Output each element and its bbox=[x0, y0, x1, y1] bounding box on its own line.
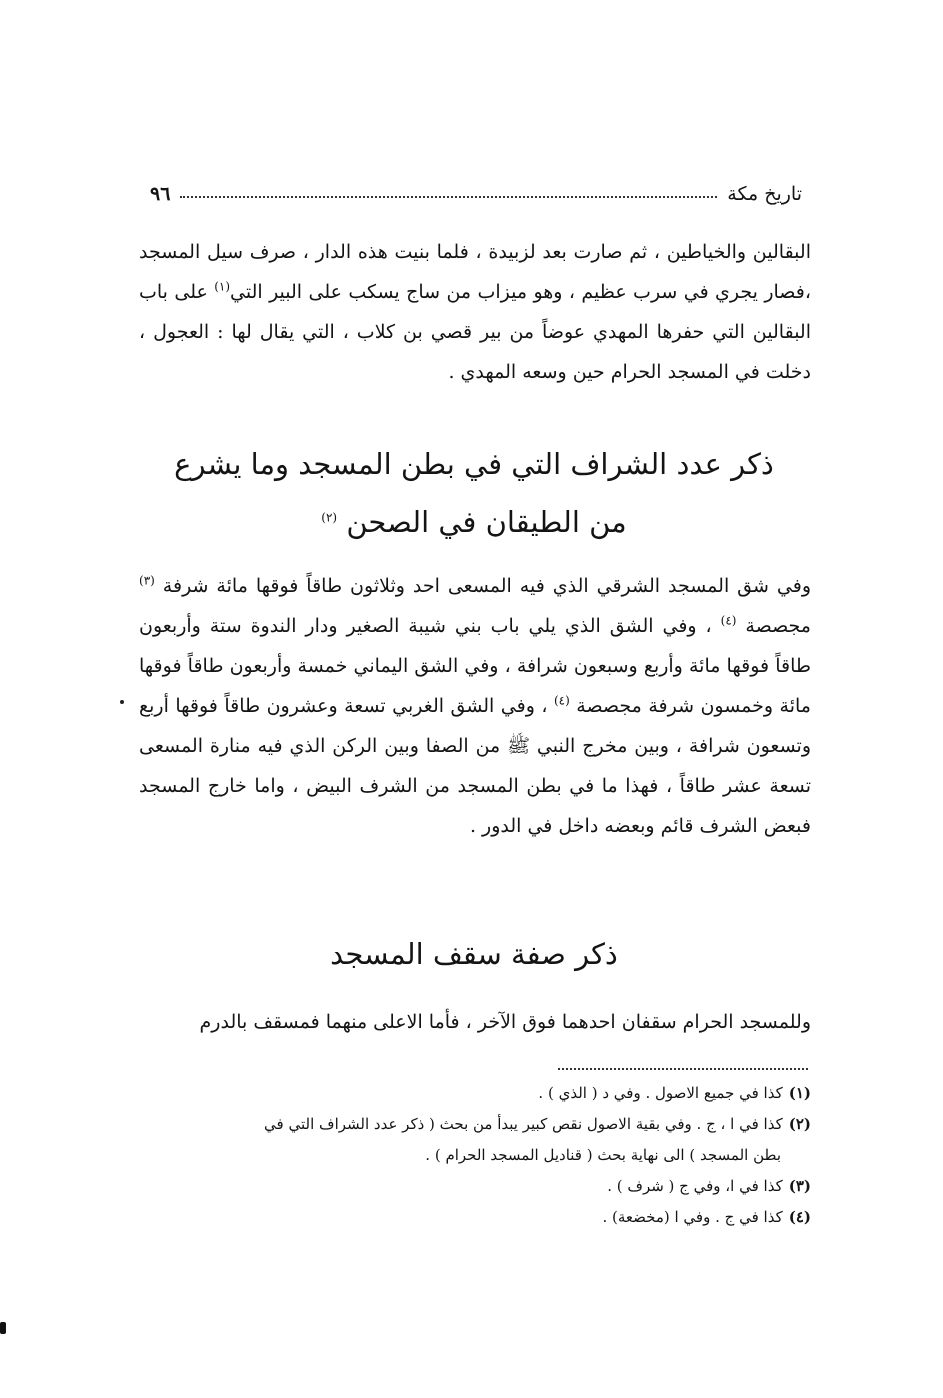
paragraph-text: وللمسجد الحرام سقفان احدهما فوق الآخر ، فأما الاعلى منهما فمسقف بالدرم bbox=[199, 1011, 811, 1033]
footnote-marker-4: (٤) bbox=[720, 613, 737, 628]
paragraph-segment: على باب البقالين التي حفرها المهدي عوضاً من بير قصي بن كلاب ، التي يقال لها : العجول ، دخلت في المسجد الحرام حين وسعه المهدي . bbox=[139, 281, 811, 383]
section-heading-shurafat bbox=[140, 435, 808, 551]
paragraph-continuation bbox=[139, 232, 811, 392]
running-header bbox=[140, 178, 808, 210]
footnote-marker-2: (٢) bbox=[321, 510, 338, 525]
footnote-number: (١) bbox=[788, 1084, 811, 1102]
heading-line-1: ذكر صفة سقف المسجد bbox=[330, 937, 618, 971]
paragraph-segment: ، وفي الشق الغربي تسعة وعشرون طاقاً فوقها أربع وتسعون شرافة ، وبين مخرج النبي ﷺ من الصفا وبين الركن الذي فيه منارة المسعى تسعة عشر طاقاً ، فهذا ما في بطن المسجد من الشرف البيض ، واما خارج المسجد فبعض الشرف قائم وبعضه داخل في الدور . bbox=[139, 695, 811, 837]
paragraph-shurafat bbox=[139, 566, 811, 846]
paragraph-segment: مجصصة bbox=[745, 615, 811, 637]
footnote-marker-1: (١) bbox=[214, 279, 231, 294]
footnote-2 bbox=[139, 1109, 811, 1171]
footnotes bbox=[139, 1078, 811, 1233]
paragraph-segment: ، وفي الشق الذي يلي باب بني شيبة الصغير ودار الندوة ستة وأربعون طاقاً فوقها مائة وأربع وسبعون شرافة ، وفي الشق اليماني خمسة وأربعون طاقاً فوقها مائة وخمسون شرفة مجصصة bbox=[139, 615, 811, 717]
header-dotted-leader bbox=[180, 196, 717, 198]
footnote-4 bbox=[139, 1202, 811, 1233]
paragraph-text bbox=[139, 566, 811, 846]
section-heading-roof bbox=[140, 925, 808, 983]
heading-line-2 bbox=[140, 493, 808, 551]
book-title: تاريخ مكة bbox=[727, 183, 802, 205]
heading-line-2-text: من الطيقان في الصحن bbox=[346, 505, 627, 539]
footnote-text: كذا في جميع الاصول . وفي د ( الذي ) . bbox=[538, 1084, 783, 1102]
footnote-text: كذا في ا ، ج . وفي بقية الاصول نقص كبير يبدأ من بحث ( ذكر عدد الشراف التي في bbox=[264, 1115, 783, 1133]
scan-speck bbox=[0, 1322, 6, 1334]
paragraph-roof bbox=[139, 1002, 811, 1042]
footnote-marker-3: (٣) bbox=[139, 573, 155, 588]
paragraph-segment: وفي شق المسجد الشرقي الذي فيه المسعى احد وثلاثون طاقاً فوقها مائة شرفة bbox=[162, 575, 811, 597]
footnote-number: (٣) bbox=[788, 1177, 811, 1195]
paragraph-segment: البقالين والخياطين ، ثم صارت بعد لزبيدة ، فلما بنيت هذه الدار ، صرف سيل المسجد ،فصار يجري في سرب عظيم ، وهو ميزاب من ساج يسكب على البير التي bbox=[139, 241, 811, 303]
paragraph-text bbox=[139, 232, 811, 392]
footnote-number: (٢) bbox=[788, 1115, 811, 1133]
margin-mark bbox=[120, 700, 124, 704]
footnote-separator bbox=[558, 1068, 808, 1070]
footnote-3 bbox=[139, 1171, 811, 1202]
heading-line-1: ذكر عدد الشراف التي في بطن المسجد وما يشرع bbox=[174, 447, 774, 481]
footnote-text: كذا في ا، وفي ج ( شرف ) . bbox=[607, 1177, 783, 1195]
footnote-1 bbox=[139, 1078, 811, 1109]
footnote-number: (٤) bbox=[788, 1208, 811, 1226]
footnote-continuation: بطن المسجد ) الى نهاية بحث ( قناديل المسجد الحرام ) . bbox=[425, 1146, 781, 1164]
footnote-marker-4: (٤) bbox=[553, 693, 570, 708]
page-number: ٩٦ bbox=[150, 183, 171, 205]
footnote-text: كذا في ج . وفي ا (مخضعة) . bbox=[602, 1208, 783, 1226]
